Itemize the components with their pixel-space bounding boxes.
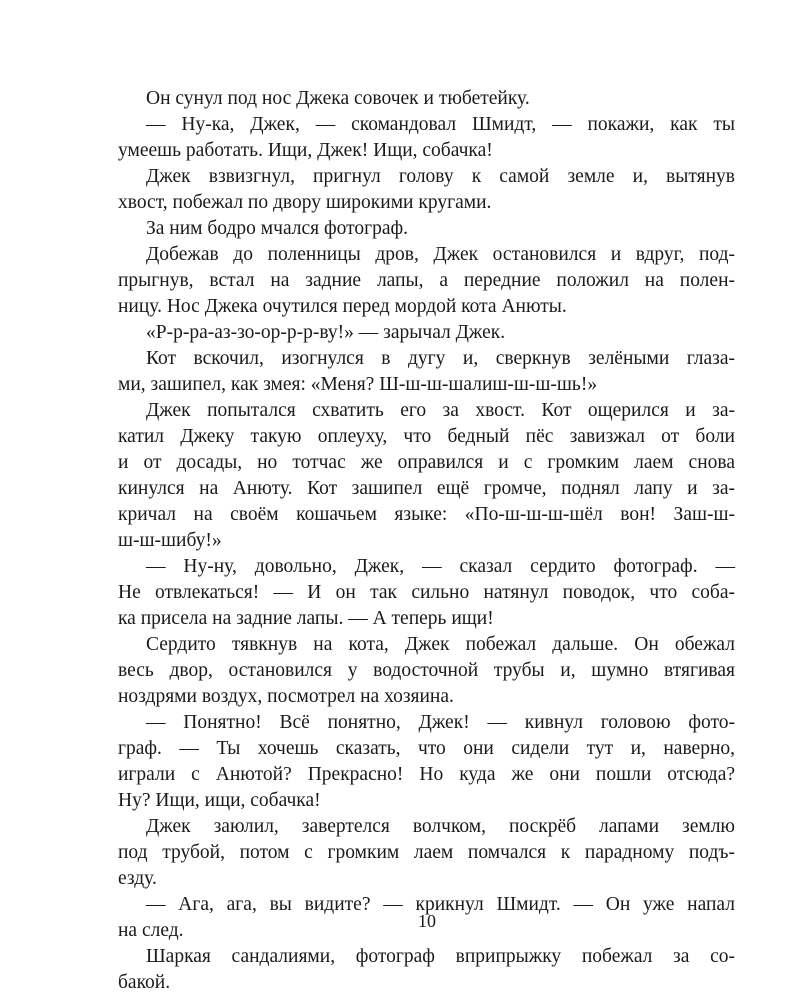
text-line: Сердито тявкнув на кота, Джек побежал дальше. Он обежал (146, 634, 735, 655)
text-line: и от досады, но тотчас же оправился и с громким лаем снова (118, 452, 735, 473)
text-line: Шаркая сандалиями, фотограф вприпрыжку побежал за со- (146, 946, 735, 967)
text-line: ноздрями воздух, посмотрел на хозяина. (118, 686, 454, 707)
text-line: прыгнув, встал на задние лапы, а передние положил на полен- (118, 270, 735, 291)
text-line: кричал на своём кошачьем языке: «По-ш-ш-ш-шёл вон! Заш-ш- (118, 504, 735, 525)
text-line: хвост, побежал по двору широкими кругами. (118, 192, 492, 213)
text-line: Джек заюлил, завертелся волчком, поскрёб лапами землю (146, 816, 735, 837)
text-line: езду. (118, 868, 157, 889)
text-line: — Ага, ага, вы видите? — крикнул Шмидт. — Он уже напал (146, 894, 735, 915)
text-line: — Ну-ну, довольно, Джек, — сказал сердито фотограф. — (146, 556, 735, 577)
text-line: ка присела на задние лапы. — А теперь ищи! (118, 608, 494, 629)
text-line: «Р-р-ра-аз-зо-ор-р-р-ву!» — зарычал Джек. (146, 322, 506, 343)
text-line: умеешь работать. Ищи, Джек! Ищи, собачка! (118, 140, 493, 161)
paragraph (118, 398, 735, 554)
paragraph (118, 944, 735, 996)
text-line: Джек попытался схватить его за хвост. Кот ощерился и за- (146, 400, 735, 421)
text-line: катил Джеку такую оплеуху, что бедный пёс завизжал от боли (118, 426, 735, 447)
paragraph (118, 814, 735, 892)
paragraph (118, 112, 735, 164)
text-line: За ним бодро мчался фотограф. (146, 218, 409, 239)
text-line: — Ну-ка, Джек, — скомандовал Шмидт, — покажи, как ты (146, 114, 735, 135)
paragraph (118, 86, 735, 112)
paragraph (118, 554, 735, 632)
paragraph (118, 164, 735, 216)
text-line: — Понятно! Всё понятно, Джек! — кивнул головою фото- (146, 712, 735, 733)
text-line: бакой. (118, 972, 171, 993)
text-line: весь двор, остановился у водосточной трубы и, шумно втягивая (118, 660, 735, 681)
text-line: играли с Анютой? Прекрасно! Но куда же они пошли отсюда? (118, 764, 735, 785)
text-line: Ну? Ищи, ищи, собачка! (118, 790, 321, 811)
page-body-text (118, 86, 735, 996)
text-line: кинулся на Анюту. Кот зашипел ещё громче, поднял лапу и за- (118, 478, 735, 499)
text-line: ми, зашипел, как змея: «Меня? Ш-ш-ш-шалиш-ш-ш-шь!» (118, 374, 598, 395)
text-line: ш-ш-шибу!» (118, 530, 222, 551)
text-line: Кот вскочил, изогнулся в дугу и, сверкнув зелёными глаза- (146, 348, 735, 369)
text-line: ницу. Нос Джека очутился перед мордой кота Анюты. (118, 296, 567, 317)
text-line: Он сунул под нос Джека совочек и тюбетейку. (146, 88, 530, 109)
text-line: Джек взвизгнул, пригнул голову к самой земле и, вытянув (146, 166, 735, 187)
paragraph (118, 216, 735, 242)
paragraph (118, 632, 735, 710)
text-line: на след. (118, 920, 184, 941)
paragraph (118, 320, 735, 346)
page-number: 10 (418, 911, 436, 931)
paragraph (118, 242, 735, 320)
paragraph (118, 346, 735, 398)
text-line: под трубой, потом с громким лаем помчался к парадному подъ- (118, 842, 735, 863)
paragraph (118, 710, 735, 814)
text-line: граф. — Ты хочешь сказать, что они сидели тут и, наверно, (118, 738, 735, 759)
text-line: Не отвлекаться! — И он так сильно натянул поводок, что соба- (118, 582, 735, 603)
text-line: Добежав до поленницы дров, Джек остановился и вдруг, под- (146, 244, 735, 265)
